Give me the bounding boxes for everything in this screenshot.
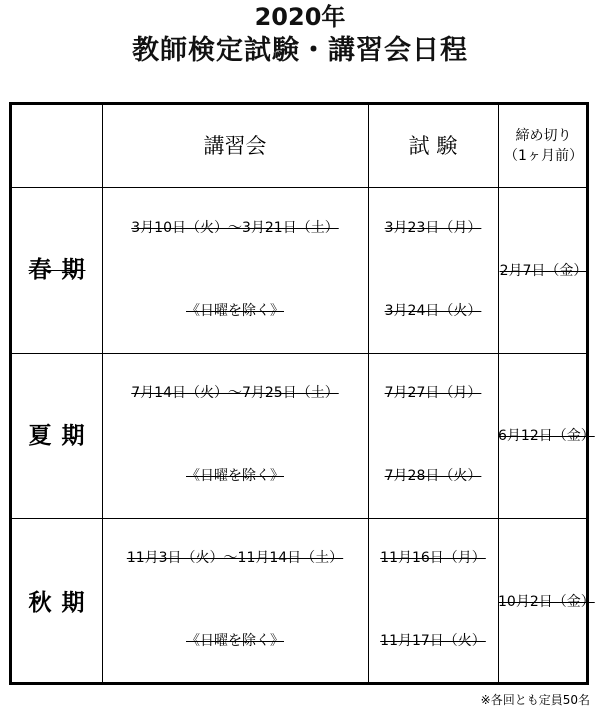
course-note-spring: 《日曜を除く》 (186, 303, 284, 319)
row-divider (12, 518, 586, 519)
season-spring: 春 期 (28, 257, 86, 283)
row-divider (12, 187, 586, 188)
schedule-table (9, 102, 595, 685)
course-dates-summer: 7月14日（火）〜7月25日（土） (131, 385, 339, 401)
exam-date-summer-1: 7月27日（月） (384, 385, 482, 401)
header-course: 講習会 (203, 134, 267, 158)
exam-date-summer-2: 7月28日（火） (384, 468, 482, 484)
title-year: 2020年 (254, 3, 346, 31)
course-dates-spring: 3月10日（火）〜3月21日（土） (131, 220, 339, 236)
exam-date-spring-2: 3月24日（火） (384, 303, 482, 319)
season-autumn: 秋 期 (28, 590, 86, 616)
course-dates-autumn: 11月3日（火）〜11月14日（土） (126, 550, 344, 566)
capacity-footnote: ※各回とも定員50名 (480, 693, 590, 707)
exam-date-autumn-1: 11月16日（月） (380, 550, 486, 566)
header-deadline-note: （1ヶ月前） (504, 148, 583, 164)
header-exam: 試 験 (408, 134, 458, 158)
deadline-autumn: 10月2日（金） (498, 594, 595, 610)
course-note-summer: 《日曜を除く》 (186, 468, 284, 484)
deadline-summer: 6月12日（金） (498, 428, 595, 444)
exam-date-spring-1: 3月23日（月） (384, 220, 482, 236)
header-deadline: 締め切り (515, 128, 572, 144)
deadline-spring: 2月7日（金） (499, 263, 588, 279)
page-title: 教師検定試験・講習会日程 (132, 35, 468, 66)
season-summer: 夏 期 (28, 423, 86, 449)
exam-date-autumn-2: 11月17日（火） (380, 633, 486, 649)
row-divider (12, 353, 586, 354)
course-note-autumn: 《日曜を除く》 (186, 633, 284, 649)
